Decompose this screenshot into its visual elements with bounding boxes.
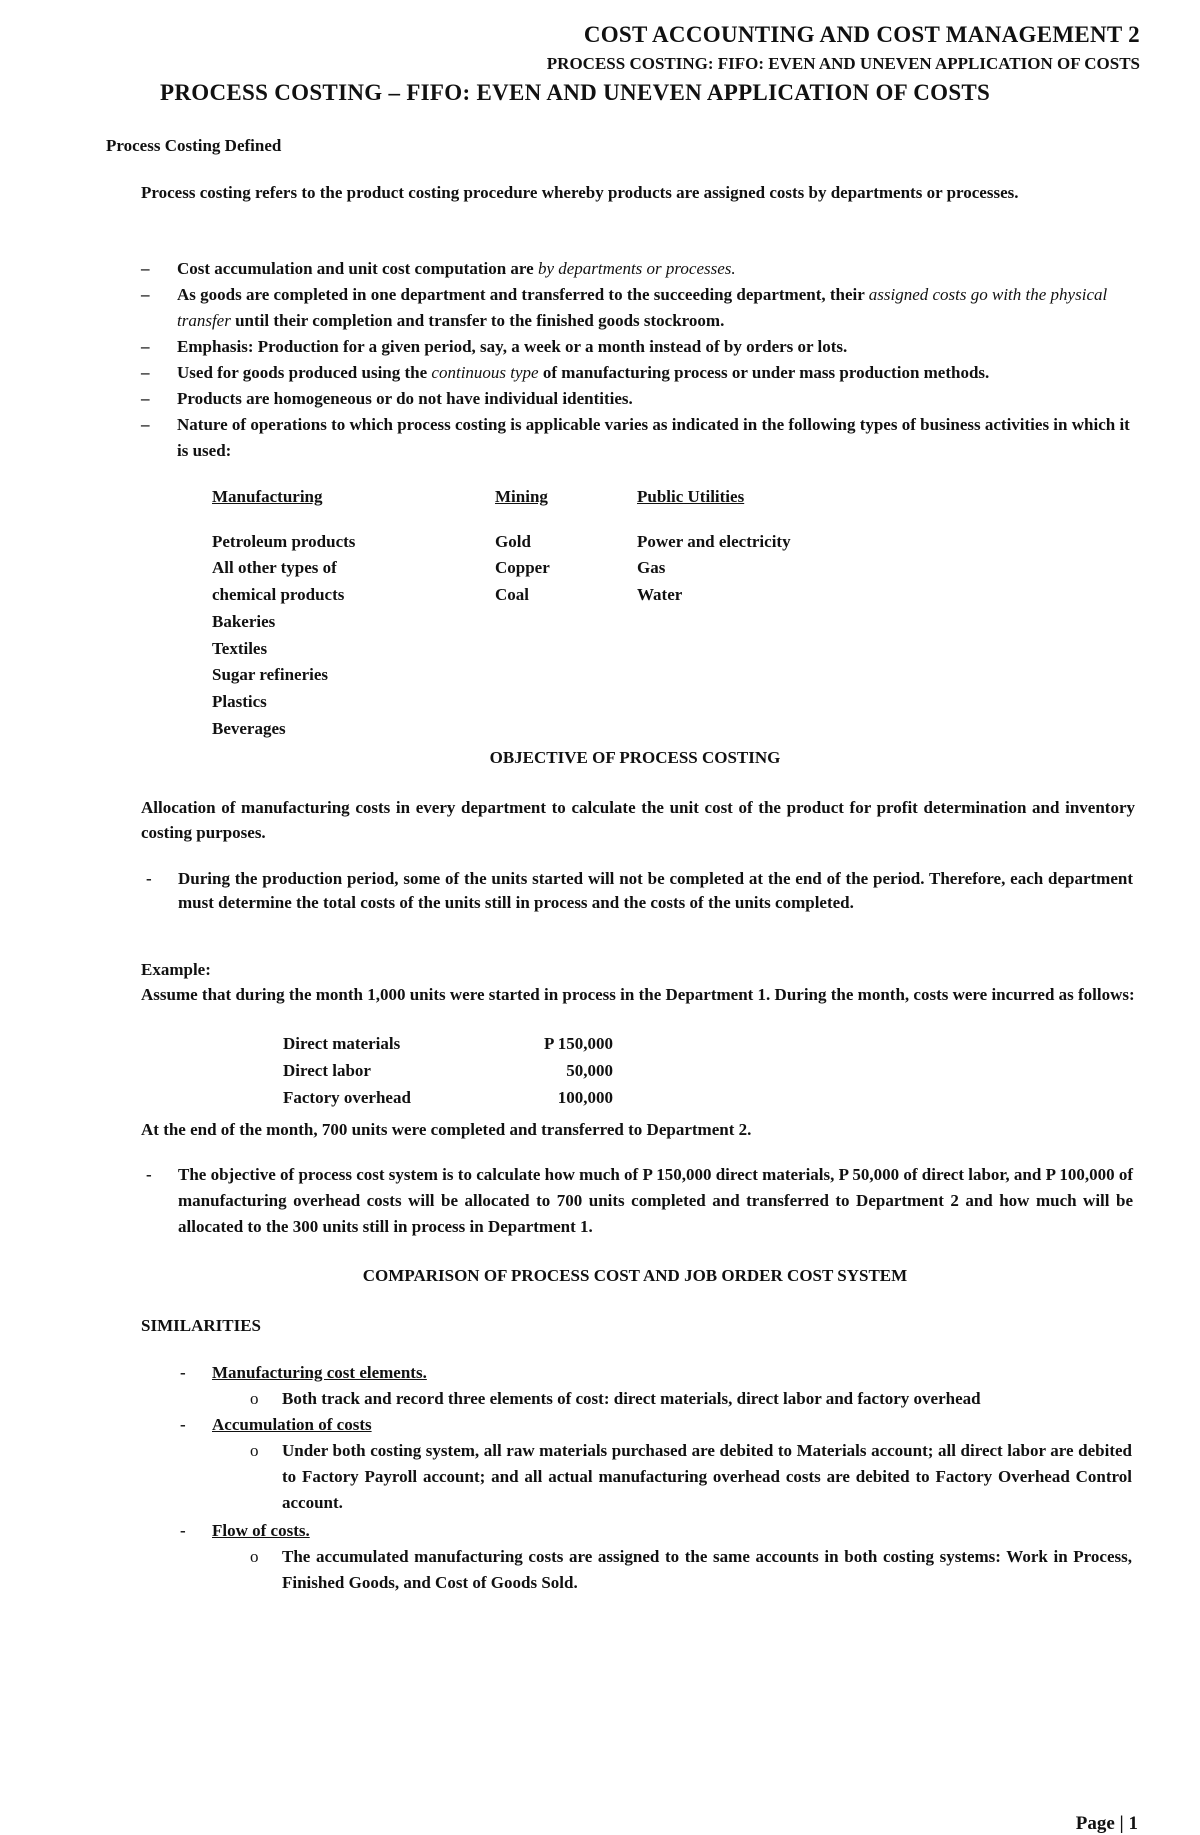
list-item: Power and electricity	[637, 531, 791, 551]
objective-paragraph: Allocation of manufacturing costs in every department to calculate the unit cost of the product for profit determination and inventory costing purposes.	[141, 798, 1135, 842]
example-bullet: - The objective of process cost system is to calculate how much of P 150,000 direct materials, P 50,000 of direct labor, and P 100,000 of manufacturing overhead costs will be allocated to 700 units completed and transferred to Department 2 and how much will be allocated to the 300 units still in process in Department 1.	[178, 1162, 1133, 1240]
similarity-detail: o Both track and record three elements of cost: direct materials, direct labor and factory overhead	[282, 1386, 1132, 1412]
manufacturing-column	[212, 484, 355, 742]
intro-paragraph: Process costing refers to the product costing procedure whereby products are assigned costs by departments or processes.	[141, 183, 1019, 202]
similarity-detail: o Under both costing system, all raw materials purchased are debited to Materials account; all direct labor are debited to Factory Payroll account; and all actual manufacturing overhead costs are debited to Factory Overhead Control account.	[282, 1438, 1132, 1516]
objective-heading: OBJECTIVE OF PROCESS COSTING	[489, 748, 781, 767]
column-heading: Mining	[495, 487, 548, 506]
similarity-item: - Flow of costs.	[212, 1518, 1132, 1544]
cost-table	[283, 1030, 613, 1111]
dash-marker: –	[141, 259, 150, 278]
list-item: Sugar refineries	[212, 665, 328, 685]
topic-header: PROCESS COSTING: FIFO: EVEN AND UNEVEN APPLICATION OF COSTS	[546, 54, 1140, 73]
list-item: Petroleum products	[212, 531, 356, 551]
list-item: Gas	[637, 558, 666, 578]
list-item: – Emphasis: Production for a given period, say, a week or a month instead of by orders or lots.	[141, 334, 1141, 360]
circle-bullet-marker: o	[250, 1441, 259, 1460]
circle-bullet-marker: o	[250, 1547, 259, 1566]
table-row: Direct materials P 150,000	[283, 1034, 613, 1053]
list-item: Gold	[495, 531, 531, 551]
comparison-heading: COMPARISON OF PROCESS COST AND JOB ORDER COST SYSTEM	[362, 1266, 908, 1285]
table-row: Factory overhead 100,000	[283, 1088, 613, 1107]
list-item: All other types of	[212, 558, 337, 578]
list-item: Plastics	[212, 691, 267, 711]
similarity-detail: o The accumulated manufacturing costs are assigned to the same accounts in both costing systems: Work in Process, Finished Goods, and Cost of Goods Sold.	[282, 1544, 1132, 1596]
definition-bullet-list	[141, 256, 1141, 464]
section-heading-defined: Process Costing Defined	[106, 136, 282, 155]
objective-bullet: - During the production period, some of the units started will not be completed at the end of the period. Therefore, each department must determine the total costs of the units still in process and the costs of the units completed.	[146, 869, 1133, 912]
dash-marker: –	[141, 337, 150, 356]
list-item: Bakeries	[212, 611, 276, 631]
list-item: Textiles	[212, 638, 268, 658]
column-heading: Public Utilities	[637, 487, 745, 506]
list-item: Coal	[495, 585, 529, 605]
dash-marker: –	[141, 285, 150, 304]
utilities-column	[637, 484, 791, 609]
list-item: Beverages	[212, 718, 286, 738]
dash-marker: –	[141, 363, 150, 382]
list-item: – Nature of operations to which process costing is applicable varies as indicated in the following types of business activities in which it is used:	[141, 412, 1141, 464]
hyphen-marker: -	[180, 1363, 186, 1382]
circle-bullet-marker: o	[250, 1389, 259, 1408]
column-heading: Manufacturing	[212, 487, 323, 506]
list-item: Copper	[495, 558, 550, 578]
example-result: At the end of the month, 700 units were completed and transferred to Department 2.	[141, 1120, 752, 1139]
page-number: Page | 1	[1075, 1813, 1138, 1834]
hyphen-marker: -	[146, 869, 152, 888]
similarities-heading: SIMILARITIES	[141, 1316, 261, 1335]
page-title: PROCESS COSTING – FIFO: EVEN AND UNEVEN APPLICATION OF COSTS	[160, 80, 991, 105]
course-header: COST ACCOUNTING AND COST MANAGEMENT 2	[583, 22, 1140, 47]
list-item: Water	[637, 585, 683, 605]
list-item: – Products are homogeneous or do not have individual identities.	[141, 386, 1141, 412]
list-item: – As goods are completed in one department and transferred to the succeeding department, their assigned costs go with the physical transfer until their completion and transfer to the finished goods stockroom.	[141, 282, 1141, 334]
dash-marker: –	[141, 389, 150, 408]
list-item: chemical products	[212, 585, 345, 605]
similarity-item: - Manufacturing cost elements.	[212, 1360, 1132, 1386]
example-paragraph: Assume that during the month 1,000 units were started in process in the Department 1. During the month, costs were incurred as follows:	[141, 985, 1135, 1004]
table-row: Direct labor 50,000	[283, 1061, 613, 1080]
example-label: Example:	[141, 960, 211, 979]
mining-column	[495, 484, 550, 609]
similarity-item: - Accumulation of costs	[212, 1412, 1132, 1438]
hyphen-marker: -	[180, 1521, 186, 1540]
hyphen-marker: -	[180, 1415, 186, 1434]
hyphen-marker: -	[146, 1165, 152, 1184]
list-item: – Used for goods produced using the continuous type of manufacturing process or under mass production methods.	[141, 360, 1141, 386]
list-item: – Cost accumulation and unit cost computation are by departments or processes.	[141, 256, 1141, 282]
dash-marker: –	[141, 415, 150, 434]
